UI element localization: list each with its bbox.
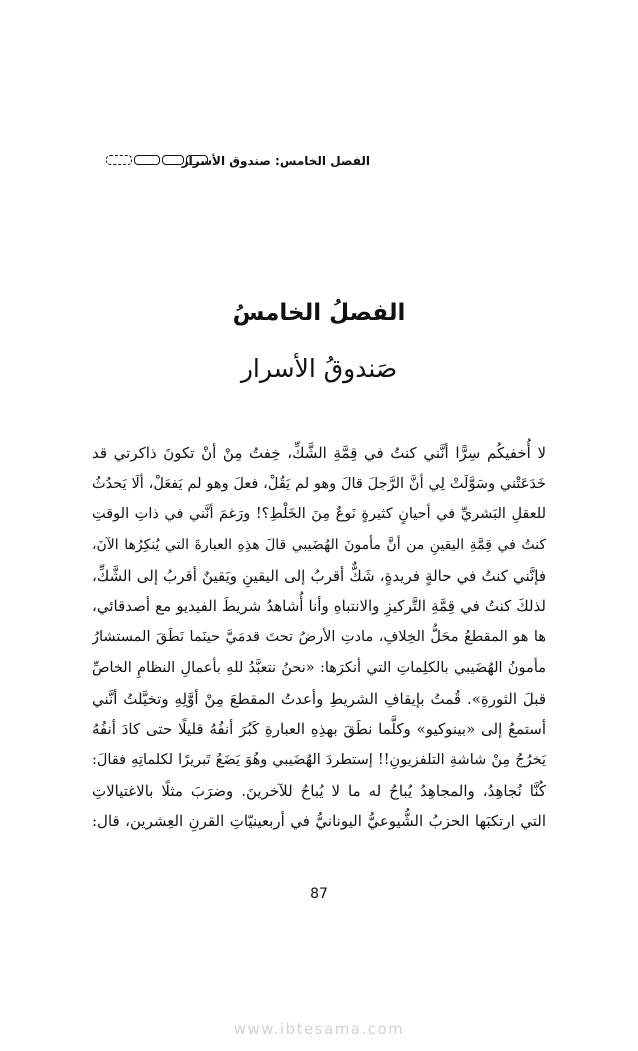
ornament-box — [134, 155, 160, 165]
ornament-box — [162, 155, 184, 165]
body-paragraph — [92, 438, 546, 837]
chapter-subtitle: صَندوقُ الأسرار — [240, 354, 398, 383]
text-line: التي ارتكبَها الحزبُ الشُّيوعيُّ اليونانيُّ في أربعينيّاتِ القرنِ العِشرين، قال: — [92, 812, 546, 831]
page-number: 87 — [310, 886, 328, 902]
text-line: لذلكَ كنتُ في قِمَّةِ التَّركيزِ والانتباهِ وأنا أُشاهدُ شريطَ الفيديو مع أصدقائي، — [92, 597, 546, 616]
ornament-box — [186, 155, 208, 165]
watermark: www.ibtesama.com — [233, 1020, 405, 1038]
text-line: أستمعُ إلى «بينوكيو» وكلَّما نطَقَ بهذِهِ العبارةِ كَبُرَ أنفُهُ قليلًا حتى كادَ أنفُهُ — [92, 720, 546, 739]
ornament-box — [106, 155, 132, 165]
text-line: خَدَعَتْني وسَوَّلَتْ لِي أنَّ الرَّجلَ قالَ وهو لم يَقُلْ، فعلَ وهو لم يَفعَلْ، ألَا يَحدُثُ — [92, 475, 546, 492]
chapter-title: الفصلُ الخامسُ — [232, 300, 406, 326]
text-line: لا أُخفيكُم سِرًّا أنَّني كنتُ في قِمَّةِ الشَّكِّ، خِفتُ مِنْ أنْ تكونَ ذاكرتي قد — [92, 444, 546, 462]
text-line: فإنَّني كنتُ في حالةٍ فريدةٍ، شَكٌّ أقربُ إلى اليقينِ ويَقينٌ أقربُ إلى الشَّكِّ، — [92, 566, 546, 585]
text-line: يَخرُجُ مِنْ شاشةِ التلفزيونِ!! إستطردَ الهُضَيبي وهُوَ يَضَعُ تَبريرًا لكلماتِهِ فقالَ: — [92, 751, 546, 768]
text-line: كُنَّا نُجاهِدُ، والمجاهِدُ يُباحُ له ما لا يُباحُ للآخرينَ. وضرَبَ مثلًا بالاغتيالاتِ — [92, 781, 546, 800]
running-title: الفصل الخامس: صندوق الأسرار — [181, 154, 370, 168]
header-ornament — [106, 155, 208, 165]
text-line: للعقلِ البَشريِّ في أحيانٍ كثيرةٍ نَوعٌ مِنَ الخَلْطِ؟! ورَغمَ أنَّني في ذاتِ الوقتِ — [92, 506, 546, 523]
text-line: قبلَ الثورةِ». قُمتُ بإيقافِ الشريطِ وأعدتُ المقطعَ مِنْ أوَّلِهِ وتخيَّلتُ أنَّني — [92, 689, 546, 708]
text-line: مأمونُ الهُضَيبي بالكلِماتِ التي أنكرَها: «نحنُ نتعبَّدُ للهِ بأعمالِ النظامِ الخاصِّ — [92, 659, 546, 676]
text-line: ها هو المقطعُ محَلُّ الخِلافِ، مادتِ الأرضُ تحتَ قدمَيَّ حينَما نَطَقَ المستشارُ — [92, 629, 546, 646]
running-header — [0, 150, 638, 174]
text-line: كنتُ في قِمَّةِ اليقينِ من أنَّ مأمونَ الهُضَيبي قالَ هذِهِ العبارةَ التي يُنكِرُها الآنَ، — [92, 537, 546, 554]
